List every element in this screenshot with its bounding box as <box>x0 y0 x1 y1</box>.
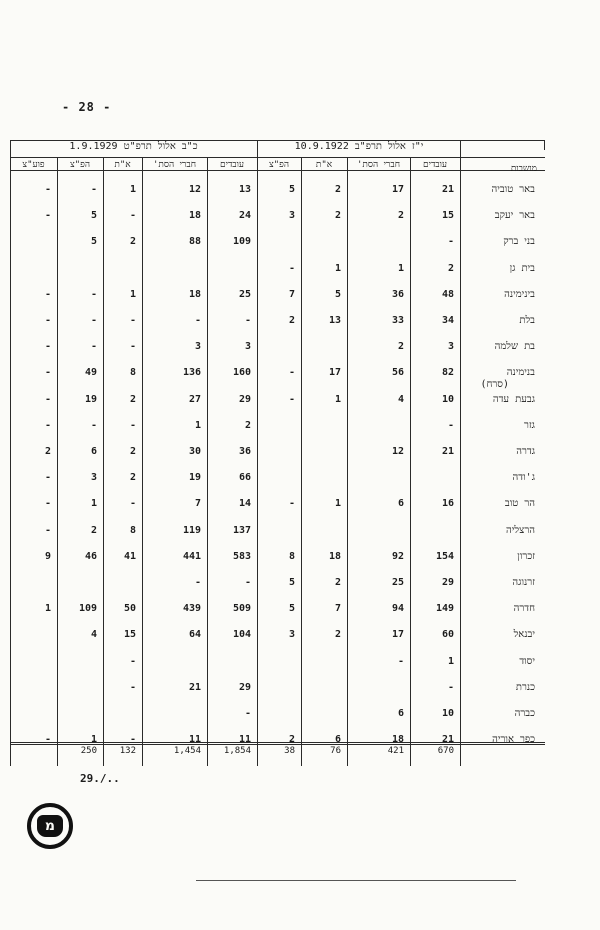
cell-h22: 3 <box>288 629 295 641</box>
cell-w29: 25 <box>238 288 251 300</box>
cell-m22: 6 <box>397 498 404 510</box>
cell-w29: 137 <box>232 524 251 536</box>
cell-w29: 2 <box>244 419 251 431</box>
group-header-1929: כ"ב אלול תרפ"ט 1.9.1929 <box>69 141 198 152</box>
cell-w29: 11 <box>238 734 251 746</box>
cell-p29: - <box>44 315 51 326</box>
cell-m22: 17 <box>391 629 404 641</box>
column-rule <box>460 140 461 766</box>
cell-a29: 1 <box>129 288 136 300</box>
cell-h29: - <box>90 419 97 431</box>
cell-m29: 64 <box>188 629 201 641</box>
cell-m22: 2 <box>397 341 404 353</box>
cell-p29: - <box>44 393 51 405</box>
cell-h29: - <box>90 184 97 195</box>
settlement-name: בנימינה <box>506 367 535 379</box>
cell-m22: 12 <box>391 446 404 457</box>
cell-a29: - <box>129 341 136 353</box>
cell-a29: 2 <box>129 446 136 457</box>
bottom-rule <box>196 880 516 881</box>
settlement-name: כנרת <box>515 681 535 693</box>
settlement-name: באר יעקב <box>494 210 535 222</box>
cell-h22: - <box>288 393 295 405</box>
cell-w22: 10 <box>441 393 454 405</box>
cell-p29: 9 <box>44 550 51 562</box>
column-header-h29: הפ"צ <box>69 160 91 170</box>
settlement-name: בלת <box>519 315 535 326</box>
cell-w22: 3 <box>447 341 454 353</box>
cell-a22: 2 <box>334 210 341 222</box>
settlement-name: כברה <box>514 708 535 719</box>
cell-m29: 119 <box>182 524 201 536</box>
cell-m29: 136 <box>182 367 201 379</box>
total-m29: 1,454 <box>173 746 201 757</box>
cell-p29: - <box>44 524 51 536</box>
cell-h29: 19 <box>84 393 97 405</box>
cell-w22: 29 <box>441 577 454 588</box>
cell-h29: 4 <box>90 629 97 641</box>
total-w29: 1,854 <box>223 746 251 757</box>
cell-a29: - <box>129 734 136 746</box>
cell-h29: 6 <box>90 446 97 457</box>
cell-p29: - <box>44 472 51 484</box>
cell-w29: - <box>244 708 251 719</box>
settlement-name: יסוד <box>519 655 535 667</box>
cell-h22: 5 <box>288 577 295 588</box>
cell-h22: 3 <box>288 210 295 222</box>
cell-p29: - <box>44 367 51 379</box>
cell-w29: 36 <box>238 446 251 457</box>
total-a22: 76 <box>330 746 341 757</box>
cell-p29: 1 <box>44 603 51 615</box>
cell-m29: 439 <box>182 603 201 615</box>
cell-h29: - <box>90 315 97 326</box>
cell-h22: 2 <box>288 734 295 746</box>
cell-w22: 10 <box>441 708 454 719</box>
cell-h29: 109 <box>78 603 97 615</box>
cell-m29: 18 <box>188 288 201 300</box>
cell-a22: 1 <box>334 498 341 510</box>
cell-h29: 46 <box>84 550 97 562</box>
cell-m29: - <box>194 315 201 326</box>
cell-w22: - <box>447 681 454 693</box>
cell-a29: 8 <box>129 367 136 379</box>
cell-w29: 3 <box>244 341 251 353</box>
cell-m22: 25 <box>391 577 404 588</box>
cell-a29: 2 <box>129 393 136 405</box>
cell-a29: - <box>129 210 136 222</box>
cell-m22: 6 <box>397 708 404 719</box>
cell-w22: 15 <box>441 210 454 222</box>
column-rule <box>257 140 258 766</box>
total-w22: 670 <box>437 746 454 757</box>
cell-w22: 1 <box>447 655 454 667</box>
settlement-name: גבעת עדה <box>492 393 535 405</box>
cell-m29: 441 <box>182 550 201 562</box>
cell-a29: 50 <box>123 603 136 615</box>
cell-a29: - <box>129 498 136 510</box>
cell-w29: - <box>244 315 251 326</box>
column-header-w22: עובדים <box>422 160 448 170</box>
header-rule <box>10 157 545 158</box>
cell-m29: 19 <box>188 472 201 484</box>
settlement-name: חדרה <box>513 603 535 615</box>
cell-w22: 48 <box>441 288 454 300</box>
cell-a22: 5 <box>334 288 341 300</box>
cell-w29: 14 <box>238 498 251 510</box>
cell-a29: - <box>129 315 136 326</box>
settlement-name: בני ברק <box>503 236 535 248</box>
column-header-m22: חברי הסת' <box>356 160 401 170</box>
cell-h29: - <box>90 288 97 300</box>
cell-h29: - <box>90 341 97 353</box>
cell-a29: 1 <box>129 184 136 195</box>
cell-h29: 1 <box>90 734 97 746</box>
cell-w29: 29 <box>238 393 251 405</box>
archive-stamp <box>27 803 73 849</box>
cell-p29: - <box>44 498 51 510</box>
cell-p29: - <box>44 210 51 222</box>
page-number: - 28 - <box>62 100 112 114</box>
cell-m22: 18 <box>391 734 404 746</box>
cell-h22: - <box>288 498 295 510</box>
cell-h22: - <box>288 262 295 274</box>
cell-a22: 6 <box>334 734 341 746</box>
cell-m22: 2 <box>397 210 404 222</box>
column-header-h22: הפ"צ <box>268 160 290 170</box>
cell-m22: 92 <box>391 550 404 562</box>
cell-h22: 2 <box>288 315 295 326</box>
cell-w22: 82 <box>441 367 454 379</box>
cell-m22: 17 <box>391 184 404 195</box>
settlement-name: זכרון <box>517 550 535 562</box>
cell-w29: 29 <box>238 681 251 693</box>
cell-w22: 21 <box>441 446 454 457</box>
settlement-name-note: (סרח) <box>480 379 509 391</box>
cell-w29: - <box>244 577 251 588</box>
cell-a22: 1 <box>334 262 341 274</box>
cell-w22: 149 <box>435 603 454 615</box>
cell-w29: 509 <box>232 603 251 615</box>
cell-a29: 2 <box>129 236 136 248</box>
cell-a29: 15 <box>123 629 136 641</box>
cell-m29: 12 <box>188 184 201 195</box>
cell-h22: 7 <box>288 288 295 300</box>
cell-w22: 21 <box>441 184 454 195</box>
cell-h29: 2 <box>90 524 97 536</box>
group-header-1922: י"ז אלול תרפ"ב 10.9.1922 <box>294 141 424 152</box>
total-h29: 250 <box>80 746 97 757</box>
cell-p29: - <box>44 288 51 300</box>
cell-m22: 33 <box>391 315 404 326</box>
cell-a22: 2 <box>334 184 341 195</box>
settlement-name: כפר אוריה <box>492 734 535 746</box>
cell-w29: 109 <box>232 236 251 248</box>
cell-w22: 21 <box>441 734 454 746</box>
cell-m29: 88 <box>188 236 201 248</box>
cell-w22: 34 <box>441 315 454 326</box>
cell-w22: 16 <box>441 498 454 510</box>
column-header-w29: עובדים <box>219 160 245 170</box>
cell-a22: 7 <box>334 603 341 615</box>
cell-a29: - <box>129 419 136 431</box>
cell-m29: 27 <box>188 393 201 405</box>
cell-m22: 94 <box>391 603 404 615</box>
total-m22: 421 <box>387 746 404 757</box>
cell-h22: 5 <box>288 603 295 615</box>
cell-w22: 154 <box>435 550 454 562</box>
cell-a22: 2 <box>334 577 341 588</box>
column-rule <box>301 157 302 766</box>
settlement-name: זרנוגה <box>512 577 535 588</box>
settlement-name: הרצליה <box>506 524 535 536</box>
cell-m22: 4 <box>397 393 404 405</box>
cell-p29: - <box>44 419 51 431</box>
stamp-letter: מ <box>37 815 63 837</box>
settlement-name: בת שלמה <box>494 341 535 353</box>
cell-a22: 18 <box>328 550 341 562</box>
cell-w22: - <box>447 419 454 431</box>
cell-w29: 104 <box>232 629 251 641</box>
cell-h22: - <box>288 367 295 379</box>
settlement-name: יבנאל <box>513 629 535 641</box>
cell-a22: 17 <box>328 367 341 379</box>
cell-a22: 2 <box>334 629 341 641</box>
cell-m29: 3 <box>194 341 201 353</box>
settlement-name: גזר <box>523 419 535 431</box>
cell-a29: 2 <box>129 472 136 484</box>
cell-w29: 160 <box>232 367 251 379</box>
cell-a22: 13 <box>328 315 341 326</box>
cell-h29: 5 <box>90 236 97 248</box>
total-a29: 132 <box>119 746 136 757</box>
cell-w29: 24 <box>238 210 251 222</box>
cell-m29: 18 <box>188 210 201 222</box>
cell-m29: 7 <box>194 498 201 510</box>
cell-w22: 2 <box>447 262 454 274</box>
settlement-name: באר טוביה <box>491 184 535 195</box>
cell-m29: 21 <box>188 681 201 693</box>
column-header-a29: א"ת <box>114 160 131 170</box>
cell-h22: 5 <box>288 184 295 195</box>
statistics-table <box>10 140 537 766</box>
cell-w29: 66 <box>238 472 251 484</box>
settlement-name: בינימינה <box>504 288 535 300</box>
cell-m29: 30 <box>188 446 201 457</box>
settlement-name: הר טוב <box>504 498 535 510</box>
settlement-name: גדרה <box>516 446 535 457</box>
settlement-col-tick <box>544 140 545 150</box>
cell-a29: 41 <box>123 550 136 562</box>
continuation-reference: 29./.. <box>80 772 120 785</box>
cell-w22: 60 <box>441 629 454 641</box>
cell-a29: - <box>129 655 136 667</box>
cell-m29: 1 <box>194 419 201 431</box>
cell-w22: - <box>447 236 454 248</box>
cell-h29: 49 <box>84 367 97 379</box>
cell-m22: 56 <box>391 367 404 379</box>
cell-w29: 583 <box>232 550 251 562</box>
cell-p29: - <box>44 341 51 353</box>
cell-a29: - <box>129 681 136 693</box>
column-header-settlement: מושבות <box>510 164 537 174</box>
cell-h29: 5 <box>90 210 97 222</box>
cell-p29: - <box>44 184 51 195</box>
cell-m22: 1 <box>397 262 404 274</box>
cell-m22: 36 <box>391 288 404 300</box>
cell-m29: - <box>194 577 201 588</box>
column-rule <box>347 157 348 766</box>
total-h22: 38 <box>284 746 295 757</box>
cell-m29: 11 <box>188 734 201 746</box>
cell-h29: 1 <box>90 498 97 510</box>
cell-m22: - <box>397 655 404 667</box>
settlement-name: בית גן <box>509 262 535 274</box>
cell-h22: 8 <box>288 550 295 562</box>
column-header-m29: חברי הסת' <box>152 160 197 170</box>
cell-p29: - <box>44 734 51 746</box>
cell-a29: 8 <box>129 524 136 536</box>
cell-p29: 2 <box>44 446 51 457</box>
cell-a22: 1 <box>334 393 341 405</box>
cell-w29: 13 <box>238 184 251 195</box>
cell-h29: 3 <box>90 472 97 484</box>
column-header-p29: פוע"צ <box>22 160 45 170</box>
settlement-name: ג'ודה <box>512 472 535 484</box>
column-header-a22: א"ת <box>315 160 333 170</box>
